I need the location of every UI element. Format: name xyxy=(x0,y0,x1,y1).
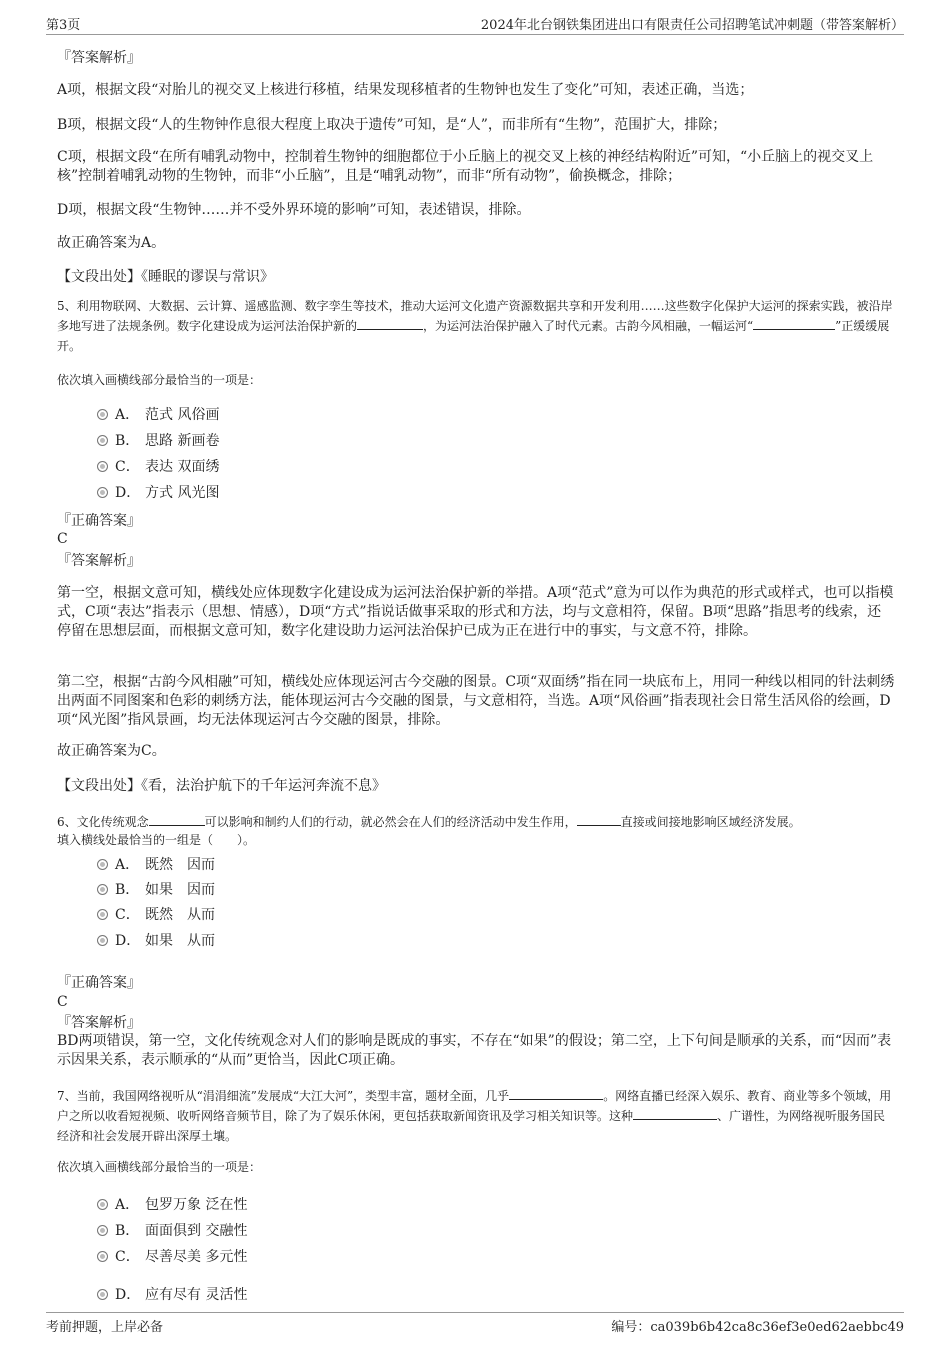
radio-icon[interactable] xyxy=(97,859,108,870)
q6-blank-1 xyxy=(149,813,205,826)
q7-option-d[interactable]: D． 应有尽有 灵活性 xyxy=(97,1285,247,1305)
q6-correct-label: 『正确答案』 xyxy=(57,975,141,991)
page-header xyxy=(46,14,904,35)
q5-option-a[interactable]: A． 范式 风俗画 xyxy=(97,405,219,425)
q7-option-a[interactable]: A． 包罗万象 泛在性 xyxy=(97,1195,247,1215)
radio-icon[interactable] xyxy=(97,1225,108,1236)
q5-analysis-para-1: 第一空，根据文意可知，横线处应体现数字化建设成为运河法治保护新的举措。A项“范式”意为可以作为典范的形式或样式，也可以指模式，C项“表达”指表示（思想、情感），D项“方式”指说话做事采取的形式和方法，均与文意相符，保留。B项“思路”指思考的线索，还停留在思想层面，而根据文意可知，数字化建设助力运河法治保护已成为正在进行中的事实，与文意不符，排除。 xyxy=(57,585,894,639)
radio-icon[interactable] xyxy=(97,461,108,472)
q5-correct-label: 『正确答案』 xyxy=(57,513,141,529)
q5-text-3: ”正缓缓展开。 xyxy=(57,319,890,353)
q5-prompt: 依次填入画横线部分最恰当的一项是： xyxy=(57,373,262,387)
q4-analysis-d: D项，根据文段“生物钟……并不受外界环境的影响”可知，表述错误，排除。 xyxy=(57,202,531,218)
q5-analysis-label: 『答案解析』 xyxy=(57,553,141,569)
q6-answer: C xyxy=(57,994,68,1010)
radio-icon[interactable] xyxy=(97,409,108,420)
q4-conclusion: 故正确答案为A。 xyxy=(57,235,166,251)
q5-answer: C xyxy=(57,531,68,547)
q6-option-c[interactable]: C． 既然 从而 xyxy=(97,905,215,925)
q4-analysis-c: C项，根据文段“在所有哺乳动物中，控制着生物钟的细胞都位于小丘脑上的视交叉上核的神经结构附近”可知，“小丘脑上的视交叉上核”控制着哺乳动物的生物钟，而非“小丘脑”，且是“哺乳动物”，而非“所有动物”，偷换概念，排除； xyxy=(57,149,874,184)
q5-option-b[interactable]: B． 思路 新画卷 xyxy=(97,431,219,451)
q5-text-1: 5、利用物联网、大数据、云计算、遥感监测、数字孪生等技术，推动大运河文化遗产资源数据共享和开发利用……这些数字化保护大运河的探索实践，被沿岸多地写进了法规条例。数字化建设成为运河法治保护新的 xyxy=(57,299,893,333)
q7-blank-2 xyxy=(633,1107,717,1120)
q5-analysis-para-2: 第二空，根据“古韵今风相融”可知，横线处应体现运河古今交融的图景。C项“双面绣”指在同一块底布上，用同一种线以相同的针法刺绣出两面不同图案和色彩的刺绣方法，能体现运河古今交融的图景，与文意相符，当选。A项“风俗画”指表现社会日常生活风俗的绘画，D项“风光图”指风景画，均无法体现运河古今交融的图景，排除。 xyxy=(57,674,895,728)
q6-option-b[interactable]: B． 如果 因而 xyxy=(97,880,215,900)
radio-icon[interactable] xyxy=(97,1251,108,1262)
radio-icon[interactable] xyxy=(97,1199,108,1210)
radio-icon[interactable] xyxy=(97,884,108,895)
document-title: 2024年北台钢铁集团进出口有限责任公司招聘笔试冲刺题（带答案解析） xyxy=(480,18,904,33)
footer-code: 编号：ca039b6b42ca8c36ef3e0ed62aebbc49 xyxy=(611,1320,904,1335)
q6-question: 6、文化传统观念 可以影响和制约人们的行动，就必然会在人们的经济活动中发生作用， 直接或间接地影响区域经济发展。 xyxy=(57,815,801,829)
q7-option-c[interactable]: C． 尽善尽美 多元性 xyxy=(97,1247,247,1267)
radio-icon[interactable] xyxy=(97,909,108,920)
q5-text-2: ，为运河法治保护融入了时代元素。古韵今风相融，一幅运河“ xyxy=(423,319,754,333)
q4-analysis-a: A项，根据文段“对胎儿的视交叉上核进行移植，结果发现移植者的生物钟也发生了变化”可知，表述正确，当选； xyxy=(57,82,754,98)
radio-icon[interactable] xyxy=(97,1289,108,1300)
q6-blank-2 xyxy=(577,813,621,826)
q6-analysis-label: 『答案解析』 xyxy=(57,1015,141,1031)
q7-option-b[interactable]: B． 面面俱到 交融性 xyxy=(97,1221,247,1241)
q7-question: 7、当前，我国网络视听从“涓涓细流”发展成“大江大河”，类型丰富，题材全面，几乎 。网络直播已经深入娱乐、教育、商业等多个领域，用户之所以收看短视频、收听网络音频节目，除了为了娱乐休闲，更包括获取新闻资讯及学习相关知识等。这种 、广谱性，为网络视听服务国民经济和社会发展开辟出深厚土壤。 xyxy=(57,1089,892,1143)
q5-question xyxy=(57,296,895,356)
radio-icon[interactable] xyxy=(97,435,108,446)
q7-prompt: 依次填入画横线部分最恰当的一项是： xyxy=(57,1160,262,1174)
q5-conclusion: 故正确答案为C。 xyxy=(57,743,166,759)
q6-option-a[interactable]: A． 既然 因而 xyxy=(97,855,215,875)
q6-prompt: 填入横线处最恰当的一组是（ ）。 xyxy=(57,833,256,847)
q5-option-c[interactable]: C． 表达 双面绣 xyxy=(97,457,219,477)
radio-icon[interactable] xyxy=(97,487,108,498)
q6-analysis: BD两项错误，第一空，文化传统观念对人们的影响是既成的事实，不存在“如果”的假设；第二空，上下句间是顺承的关系，而“因而”表示因果关系，表示顺承的“从而”更恰当，因此C项正确。 xyxy=(57,1033,892,1068)
q4-source: 【文段出处】《睡眠的谬误与常识》 xyxy=(57,269,274,285)
q4-analysis-b: B项，根据文段“人的生物钟作息很大程度上取决于遗传”可知，是“人”，而非所有“生物”，范围扩大，排除； xyxy=(57,117,727,133)
page-number: 第3页 xyxy=(46,18,81,33)
footer-slogan: 考前押题，上岸必备 xyxy=(46,1320,164,1335)
q5-blank-2 xyxy=(753,317,835,330)
q7-blank-1 xyxy=(509,1087,603,1100)
q5-blank-1 xyxy=(357,317,423,330)
q6-option-d[interactable]: D． 如果 从而 xyxy=(97,931,215,951)
q5-source: 【文段出处】《看，法治护航下的千年运河奔流不息》 xyxy=(57,778,386,794)
radio-icon[interactable] xyxy=(97,935,108,946)
q5-option-d[interactable]: D． 方式 风光图 xyxy=(97,483,219,503)
q4-analysis-label: 『答案解析』 xyxy=(57,50,141,66)
page-footer xyxy=(46,1312,904,1336)
